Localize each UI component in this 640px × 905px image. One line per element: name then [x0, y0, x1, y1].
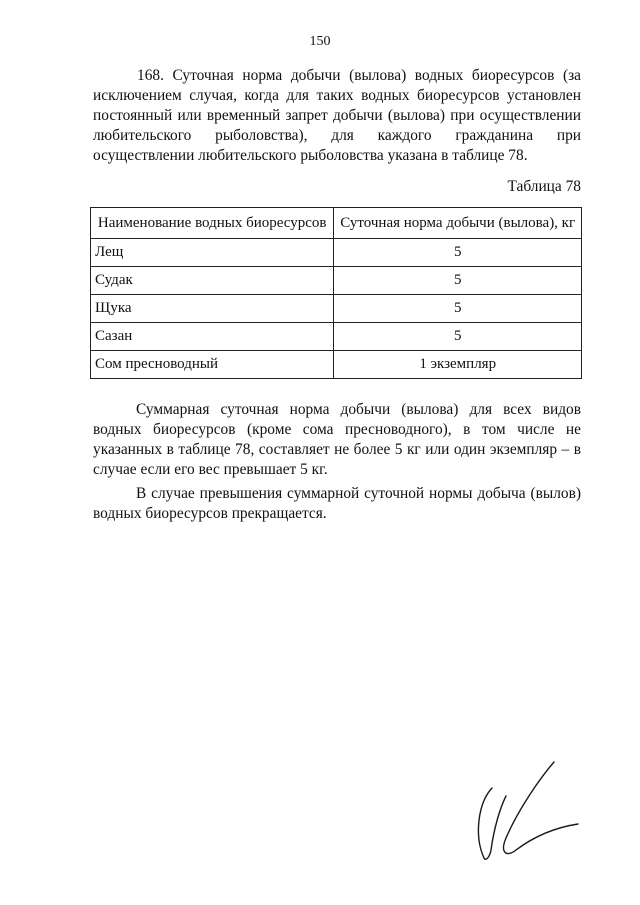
table-row — [91, 351, 582, 379]
paragraph-summary-norm: Суммарная суточная норма добычи (вылова) для всех видов водных биоресурсов (кроме сома пресноводного), в том числе не указанных в таблице 78, составляет не более 5 кг или один экземпляр – в случае если его вес превышает 5 кг. — [93, 401, 581, 478]
species-cell: Судак — [91, 267, 334, 295]
table-row — [91, 323, 582, 351]
norm-cell: 1 экземпляр — [334, 351, 582, 379]
species-cell: Сазан — [91, 323, 334, 351]
norm-cell: 5 — [334, 323, 582, 351]
species-cell: Сом пресноводный — [91, 351, 334, 379]
header-daily-norm: Суточная норма добычи (вылова), кг — [334, 208, 582, 239]
species-cell: Лещ — [91, 239, 334, 267]
paragraph-excess: В случае превышения суммарной суточной нормы добыча (вылов) водных биоресурсов прекращается. — [93, 485, 581, 522]
paragraph-168: 168. Суточная норма добычи (вылова) водных биоресурсов (за исключением случая, когда для таких водных биоресурсов установлен постоянный или временный запрет добычи (вылова) при осуществлении любительского рыболовства), для каждого гражданина при осуществлении любительского рыболовства указана в таблице 78. — [93, 67, 581, 164]
table-header-row — [91, 208, 582, 239]
table-row — [91, 295, 582, 323]
page-number: 150 — [309, 34, 331, 49]
header-species: Наименование водных биоресурсов — [91, 208, 334, 239]
table-row — [91, 267, 582, 295]
table-row — [91, 239, 582, 267]
table-caption: Таблица 78 — [507, 178, 581, 195]
norm-cell: 5 — [334, 267, 582, 295]
handwritten-signature — [470, 758, 590, 868]
catch-norm-table — [90, 207, 582, 379]
norm-cell: 5 — [334, 239, 582, 267]
species-cell: Щука — [91, 295, 334, 323]
norm-cell: 5 — [334, 295, 582, 323]
